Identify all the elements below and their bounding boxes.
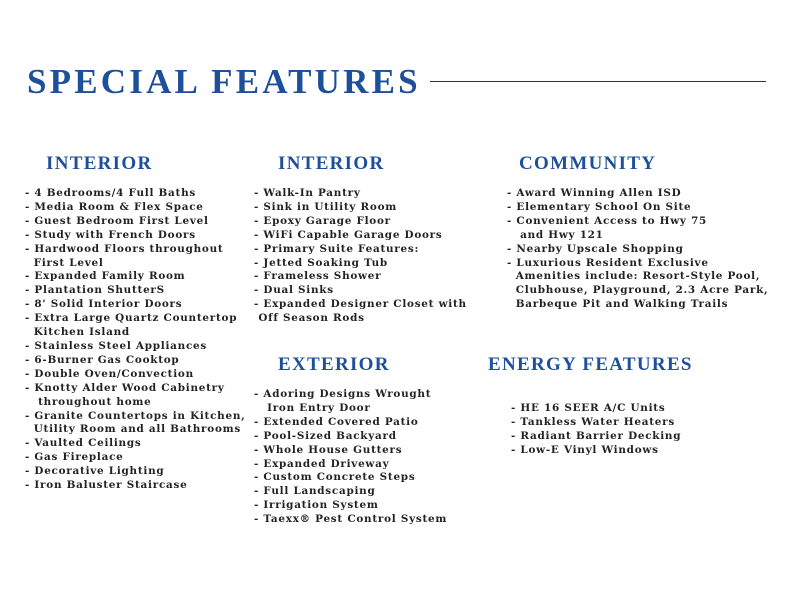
feature-item: - Award Winning Allen ISD: [507, 187, 682, 199]
feature-item: - Custom Concrete Steps: [254, 471, 416, 484]
feature-item: - Guest Bedroom First Level: [25, 214, 209, 227]
heading-exterior: EXTERIOR: [278, 354, 390, 375]
feature-item: - Iron Baluster Staircase: [25, 479, 188, 492]
feature-item: - HE 16 SEER A/C Units: [511, 402, 666, 414]
feature-item: - Jetted Soaking Tub: [254, 256, 388, 269]
heading-interior-2: INTERIOR: [278, 153, 385, 174]
feature-item: - Double Oven/Convection: [25, 367, 194, 380]
feature-item: - Media Room & Flex Space: [25, 200, 204, 213]
feature-item: - Extended Covered Patio: [254, 415, 419, 428]
feature-item: - Tankless Water Heaters: [511, 415, 675, 428]
feature-item: - Epoxy Garage Floor: [254, 214, 391, 227]
feature-item: - Whole House Gutters: [254, 443, 403, 456]
feature-item: - Full Landscaping: [254, 485, 376, 498]
feature-item: - Stainless Steel Appliances: [25, 339, 207, 352]
feature-item: - Plantation ShutterS: [25, 284, 165, 297]
page-title: SPECIAL FEATURES: [27, 62, 421, 101]
feature-item: - Irrigation System: [254, 499, 379, 512]
feature-item: - 6-Burner Gas Cooktop: [25, 353, 180, 366]
feature-item: - Knotty Alder Wood Cabinetry throughout home: [25, 381, 225, 408]
heading-interior-1: INTERIOR: [46, 153, 153, 174]
feature-item: - Extra Large Quartz Countertop Kitchen Island: [25, 312, 238, 339]
feature-item: - WiFi Capable Garage Doors: [254, 228, 443, 241]
feature-item: - Radiant Barrier Decking: [511, 429, 682, 442]
list-interior-1: [25, 187, 246, 493]
feature-item: - Hardwood Floors throughout First Level: [25, 242, 224, 269]
feature-item: - Pool-Sized Backyard: [254, 429, 397, 442]
feature-item: - Dual Sinks: [254, 284, 334, 297]
feature-item: - Convenient Access to Hwy 75 and Hwy 121: [507, 214, 708, 241]
feature-item: - Luxurious Resident Exclusive Amenities include: Resort-Style Pool, Clubhouse, Playground, 2.3 Acre Park, Barbeque Pit and Walking Trails: [507, 256, 769, 311]
feature-item: - Low-E Vinyl Windows: [511, 443, 659, 456]
list-community: [507, 187, 768, 312]
heading-energy-features: ENERGY FEATURES: [488, 354, 693, 375]
feature-item: - Nearby Upscale Shopping: [507, 242, 684, 255]
feature-item: - Elementary School On Site: [507, 200, 692, 213]
feature-item: - Expanded Driveway: [254, 457, 390, 470]
feature-item: - Decorative Lighting: [25, 465, 165, 478]
feature-item: - Taexx® Pest Control System: [254, 513, 448, 526]
feature-item: - Primary Suite Features:: [254, 242, 420, 255]
feature-item: - Walk-In Pantry: [254, 187, 361, 199]
title-divider: [430, 81, 766, 82]
feature-item: - 4 Bedrooms/4 Full Baths: [25, 187, 196, 199]
feature-item: - 8' Solid Interior Doors: [25, 298, 183, 311]
feature-item: - Vaulted Ceilings: [25, 437, 142, 450]
feature-item: - Granite Countertops in Kitchen, Utility Room and all Bathrooms: [25, 409, 246, 436]
feature-item: - Study with French Doors: [25, 228, 196, 241]
feature-item: - Sink in Utility Room: [254, 200, 398, 213]
list-interior-2: [254, 187, 467, 326]
feature-item: - Frameless Shower: [254, 270, 382, 283]
list-exterior: [254, 388, 447, 527]
feature-item: - Gas Fireplace: [25, 451, 124, 464]
heading-community: COMMUNITY: [519, 153, 657, 174]
feature-item: - Expanded Designer Closet with Off Season Rods: [254, 298, 467, 325]
feature-item: - Expanded Family Room: [25, 270, 186, 283]
feature-item: - Adoring Designs Wrought Iron Entry Door: [254, 388, 432, 414]
list-energy-features: [511, 402, 681, 458]
